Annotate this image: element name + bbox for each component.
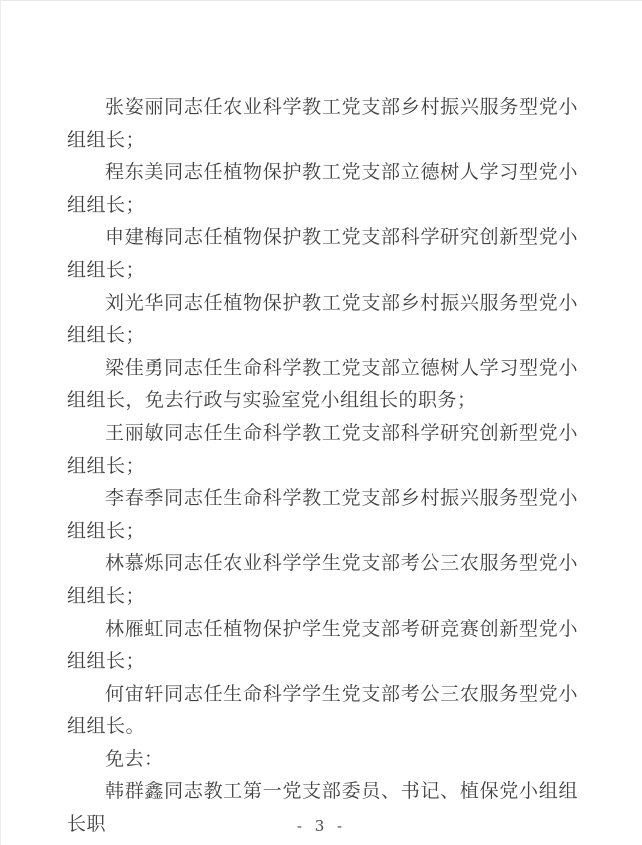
document-body <box>67 91 578 841</box>
document-paragraph: 程东美同志任植物保护教工党支部立德树人学习型党小组组长； <box>67 161 578 216</box>
document-paragraph-heading: 免去： <box>105 747 164 770</box>
document-paragraph: 何宙轩同志任生命科学学生党支部考公三农服务型党小组组长。 <box>67 682 578 738</box>
document-paragraph: 林慕烁同志任农业科学学生党支部考公三农服务型党小组组长； <box>67 552 578 607</box>
document-paragraph: 张姿丽同志任农业科学教工党支部乡村振兴服务型党小组组长； <box>67 96 578 151</box>
document-paragraph: 韩群鑫同志教工第一党支部委员、书记、植保党小组组长职 <box>67 780 578 836</box>
document-paragraph: 申建梅同志任植物保护教工党支部科学研究创新型党小组组长； <box>67 226 578 281</box>
page-footer <box>1 816 642 835</box>
document-paragraph: 梁佳勇同志任生命科学教工党支部立德树人学习型党小组组长，免去行政与实验室党小组组长的职务； <box>67 356 578 412</box>
page-number: - 3 - <box>296 817 347 835</box>
document-paragraph: 王丽敏同志任生命科学教工党支部科学研究创新型党小组组长； <box>67 421 578 477</box>
document-paragraph: 李春季同志任生命科学教工党支部乡村振兴服务型党小组组长； <box>67 487 578 542</box>
document-paragraph: 林雁虹同志任植物保护学生党支部考研竞赛创新型党小组组长； <box>67 617 578 673</box>
document-paragraph: 刘光华同志任植物保护教工党支部乡村振兴服务型党小组组长； <box>67 291 578 347</box>
